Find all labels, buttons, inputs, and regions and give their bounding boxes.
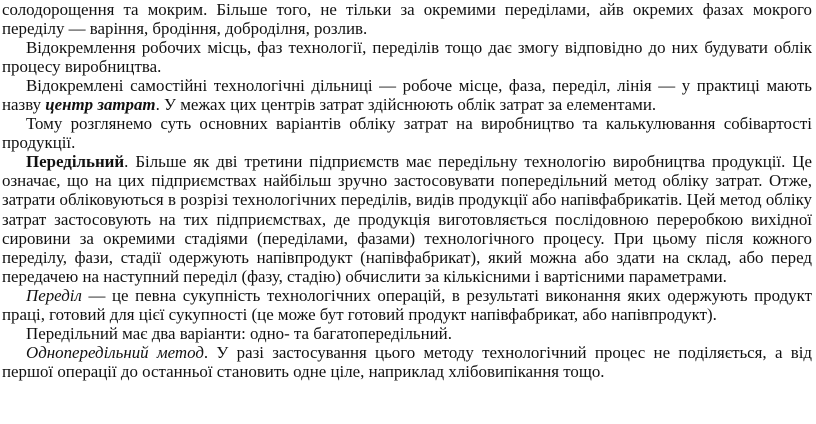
paragraph-5 bbox=[2, 152, 812, 285]
paragraph-6 bbox=[2, 286, 812, 324]
text-run: Відокремлені самостійні технологічні дільниці — робоче місце, фаза, переділ, лінія — у практиці мають назву bbox=[2, 76, 812, 115]
text-run: — це певна сукупність технологічних операцій, в результаті виконання яких одержують продукт праці, готовий для цієї сукупності (це може бут готовий продукт напівфабрикат, або напівпродукт). bbox=[2, 285, 812, 324]
text-run: солодорощення та мокрим. Більше того, не тільки за окремими переділами, айв окремих фазах мокрого переділу — варіння, бродіння, доброділня, розлив. bbox=[2, 0, 812, 39]
paragraph-4 bbox=[2, 114, 812, 152]
cost-center-term: центр затрат bbox=[45, 95, 156, 115]
text-run: . У разі застосування цього методу технологічний процес не поділяється, а від першої операції до останньої становить одне ціле, наприклад хлібовипікання тощо. bbox=[2, 342, 812, 381]
paragraph-1 bbox=[2, 0, 812, 38]
text-run: . Більше як дві третини підприємств має передільну технологію виробництва продукції. Це означає, що на цих підприємствах найбільш зручно застосовувати попередільний метод обліку затрат. Отже, затрати обліковуються в розрізі технологічних переділів, видів продукції або напівфабрикатів. Цей метод обліку затрат застосовують на тих підприємствах, де продукція виготовляється послідовною переробкою вихідної сировини за окремими стадіями (переділами, фазами) технологічного процесу. При цьому після кожного переділу, фази, стадії одержують напівпродукт (напівфабрикат), який можна або здати на склад, або перед передачею на наступний переділ (фазу, стадію) обчислити за кількісними і вартісними параметрами. bbox=[2, 152, 812, 286]
text-run: . У межах цих центрів затрат здійснюють облік затрат за елементами. bbox=[155, 95, 657, 115]
text-run: Відокремлення робочих місць, фаз технології, переділів тощо дає змогу відповідно до них будувати облік процесу виробництва. bbox=[2, 38, 812, 77]
stage-term: Переділ bbox=[26, 285, 82, 305]
single-stage-method-term: Однопередільний метод bbox=[26, 342, 204, 362]
text-run: Передільний має два варіанти: одно- та багатопередільний. bbox=[26, 323, 452, 343]
paragraph-8 bbox=[2, 343, 812, 381]
paragraph-3 bbox=[2, 76, 812, 114]
paragraph-2 bbox=[2, 38, 812, 76]
per-stage-method-term: Передільний bbox=[26, 152, 125, 172]
text-run: Тому розглянемо суть основних варіантів обліку затрат на виробництво та калькулювання собівартості продукції. bbox=[2, 114, 812, 153]
paragraph-7 bbox=[2, 324, 812, 343]
